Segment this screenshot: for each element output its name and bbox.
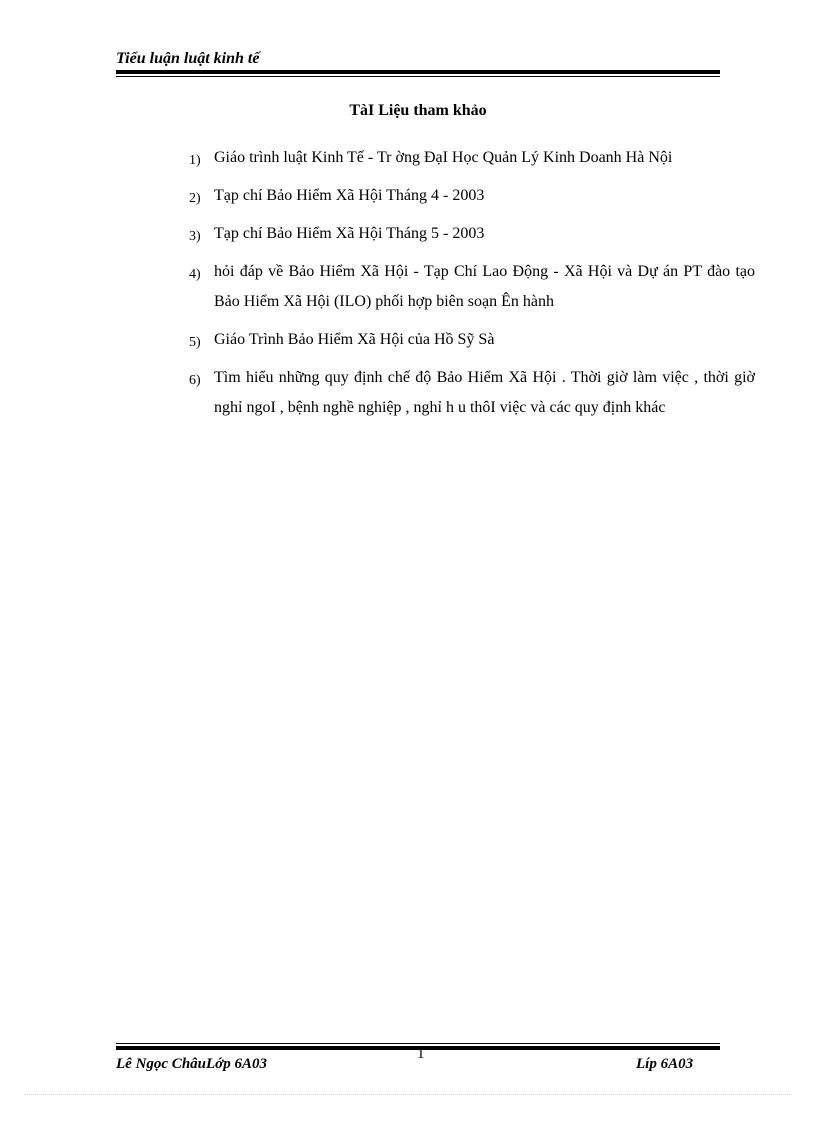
page-edge-divider [24,1094,792,1095]
reference-text: hỏi đáp về Bảo Hiểm Xã Hội - Tạp Chí Lao Động - Xã Hội và Dự án PT đào tạo Bảo Hiểm Xã Hội (ILO) phối hợp biên soạn Ên hành [214,263,755,310]
reference-text: Giáo trình luật Kinh Tế - Tr ờng ĐạI Học Quản Lý Kinh Doanh Hà Nội [214,149,673,166]
reference-item-4 [189,257,755,317]
header-rule-thin [116,76,720,77]
reference-text: Tạp chí Bảo Hiểm Xã Hội Tháng 5 - 2003 [214,225,485,242]
page-number: 1 [417,1046,425,1062]
reference-text: Giáo Trình Bảo Hiểm Xã Hội của Hồ Sỹ Sà [214,331,495,348]
reference-item-1 [189,143,755,173]
footer-class: Líp 6A03 [636,1056,694,1072]
reference-item-5 [189,325,755,355]
reference-number: 1) [189,153,201,168]
reference-text: Tạp chí Bảo Hiểm Xã Hội Tháng 4 - 2003 [214,187,485,204]
reference-number: 3) [189,229,201,244]
reference-item-2 [189,181,755,211]
reference-list [189,143,755,431]
running-header-title: Tiểu luận luật kinh tế [116,50,260,67]
reference-text: Tìm hiểu những quy định chế độ Bảo Hiểm Xã Hội . Thời giờ làm việc , thời giờ nghỉ ngoI , bệnh nghề nghiệp , nghỉ h u thôI việc và các quy định khác [214,369,755,416]
reference-number: 6) [189,373,201,388]
header-rule-thick [116,70,720,74]
reference-item-3 [189,219,755,249]
footer-rule-thin [116,1043,720,1044]
footer-author: Lê Ngọc ChâuLớp 6A03 [116,1056,267,1072]
reference-item-6 [189,363,755,423]
reference-number: 2) [189,191,201,206]
reference-number: 4) [189,267,201,282]
reference-number: 5) [189,335,201,350]
page-title: TàI Liệu tham khảo [349,102,487,119]
